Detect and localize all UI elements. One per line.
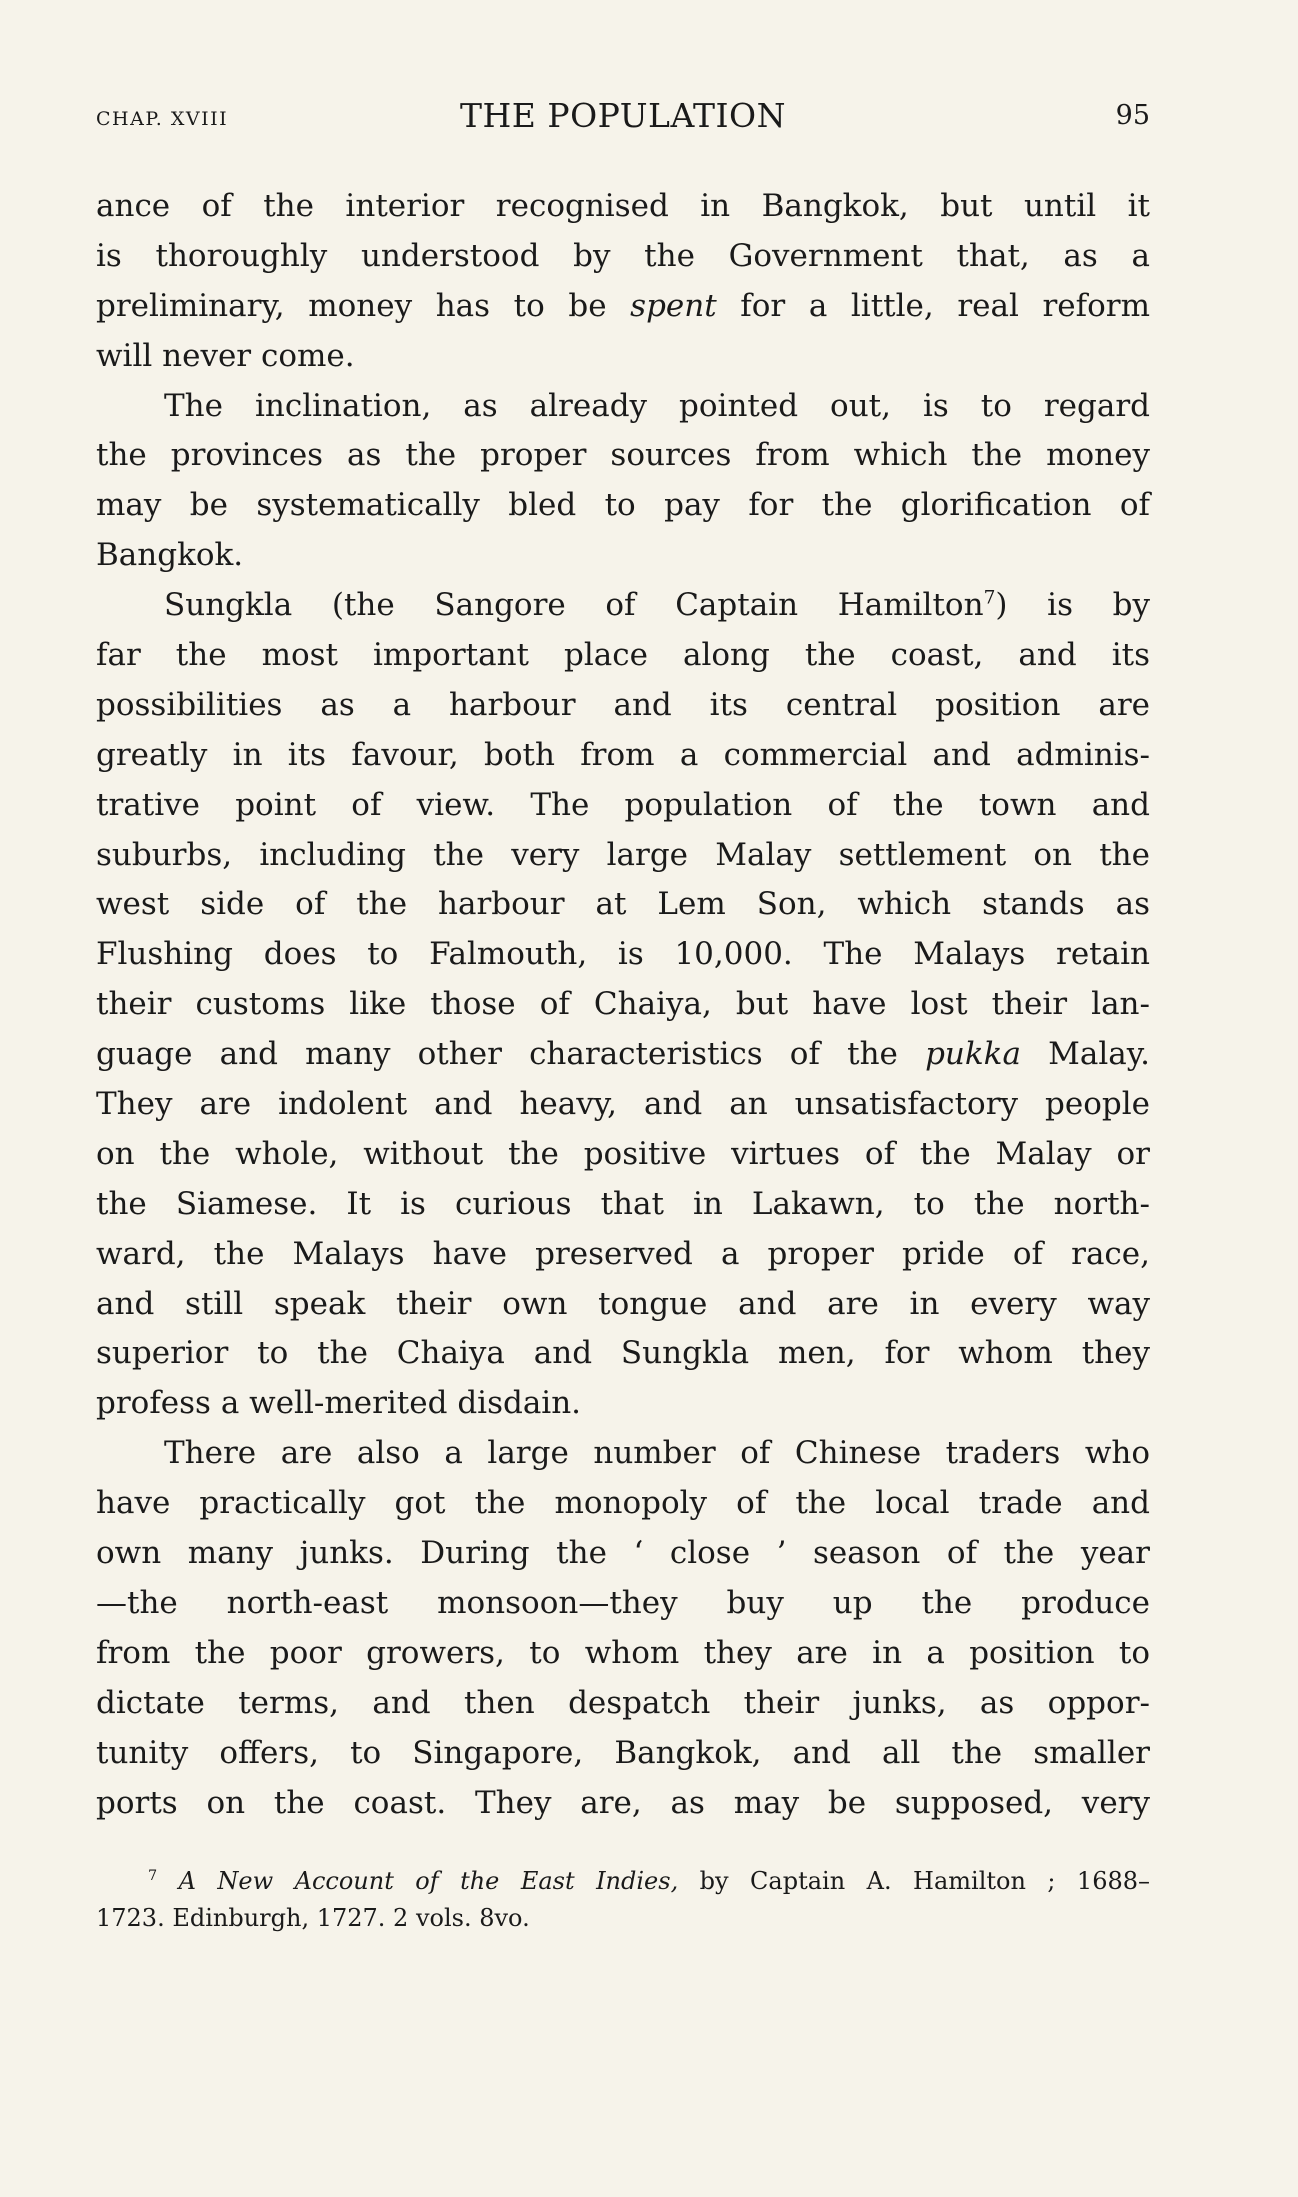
footnote xyxy=(96,1863,1150,1937)
text-line: ance of the interior recognised in Bangkok, but until it xyxy=(96,188,1150,224)
text-line: trative point of view. The population of the town and xyxy=(96,786,1150,823)
text-line: own many junks. During the ‘ close ’ season of the year xyxy=(96,1535,1150,1572)
text-line: greatly in its favour, both from a commercial and adminis- xyxy=(96,736,1150,773)
text-line: dictate terms, and then despatch their junks, as oppor- xyxy=(96,1684,1150,1721)
text-line: ward, the Malays have preserved a proper pride of race, xyxy=(96,1235,1150,1272)
paragraph-start-line: The inclination, as already pointed out, is to regard xyxy=(164,387,1150,424)
text-line: superior to the Chaiya and Sungkla men, for whom they xyxy=(96,1335,1150,1372)
italic-word: spent xyxy=(630,287,717,324)
text-line: Bangkok. xyxy=(96,537,244,574)
footnote-marker: 7 xyxy=(148,1868,158,1884)
italic-word: pukka xyxy=(925,1036,1021,1073)
footnote-line: 1723. Edinburgh, 1727. 2 vols. 8vo. xyxy=(96,1904,530,1932)
text-line: preliminary, money has to be spent for a little, real reform xyxy=(96,287,1150,324)
footnote-title: A New Account of the East Indies, xyxy=(178,1867,679,1895)
footnote-line: $^7$ A New Account of the East Indies, by Captain A. Hamilton ; 1688– xyxy=(148,1867,1151,1895)
text-line: Flushing does to Falmouth, is 10,000. The Malays retain xyxy=(96,936,1150,973)
text-line: and still speak their own tongue and are in every way xyxy=(96,1285,1150,1322)
text-line: from the poor growers, to whom they are in a position to xyxy=(96,1634,1150,1671)
text-line: may be systematically bled to pay for the glorification of xyxy=(96,487,1150,524)
text-line: possibilities as a harbour and its central position are xyxy=(96,686,1150,723)
text-line: They are indolent and heavy, and an unsatisfactory people xyxy=(96,1086,1150,1123)
text-line: far the most important place along the coast, and its xyxy=(96,637,1150,674)
text-line: suburbs, including the very large Malay settlement on the xyxy=(96,836,1150,873)
text-line: ports on the coast. They are, as may be supposed, very xyxy=(96,1784,1150,1821)
page-title: THE POPULATION xyxy=(460,96,786,135)
page-number: 95 xyxy=(1115,100,1150,131)
body-text xyxy=(96,182,1150,1828)
chapter-label: CHAP. XVIII xyxy=(96,108,229,130)
paragraph-start-line: There are also a large number of Chinese traders who xyxy=(164,1435,1150,1472)
running-head xyxy=(96,96,1150,146)
text-line: the provinces as the proper sources from which the money xyxy=(96,437,1150,474)
text-line: —the north-east monsoon—they buy up the produce xyxy=(96,1584,1150,1621)
text-line: west side of the harbour at Lem Son, which stands as xyxy=(96,886,1150,923)
text-line: will never come. xyxy=(96,337,355,374)
footnote-reference: 7 xyxy=(983,587,996,609)
text-line: the Siamese. It is curious that in Lakawn, to the north- xyxy=(96,1185,1150,1222)
text-line: guage and many other characteristics of the pukka Malay. xyxy=(96,1036,1151,1073)
text-line: their customs like those of Chaiya, but have lost their lan- xyxy=(96,986,1150,1023)
text-line: profess a well-merited disdain. xyxy=(96,1385,582,1422)
paragraph-start-line: Sungkla (the Sangore of Captain Hamilton$^7$) is by xyxy=(164,587,1151,624)
text-line: tunity offers, to Singapore, Bangkok, and all the smaller xyxy=(96,1734,1150,1771)
text-line: have practically got the monopoly of the local trade and xyxy=(96,1485,1150,1522)
text-line: is thoroughly understood by the Government that, as a xyxy=(96,237,1150,274)
text-line: on the whole, without the positive virtues of the Malay or xyxy=(96,1135,1150,1172)
